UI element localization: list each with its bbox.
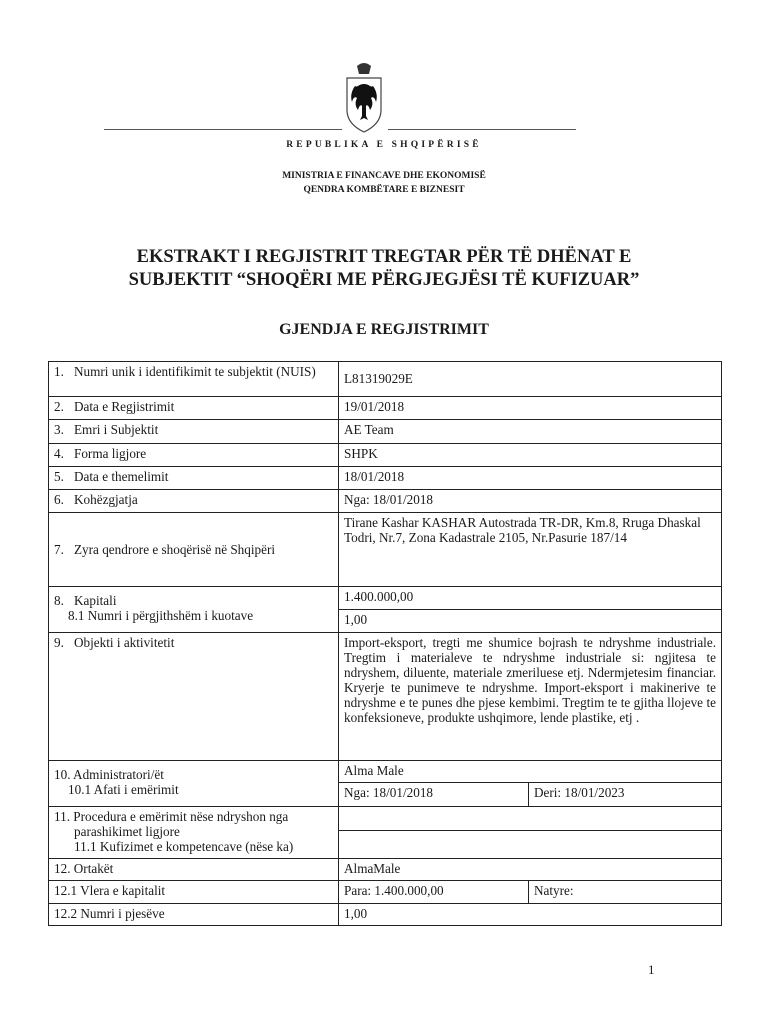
table-row [49,904,722,926]
competence-limits-label: 11.1 Kufizimet e kompetencave (nëse ka) [74,839,294,854]
row-label: 12. Ortakët [49,859,339,881]
appointment-term-label: 10.1 Afati i emërimit [68,782,179,797]
table-row [49,420,722,444]
page-number: 1 [648,962,655,977]
registration-table [48,361,722,926]
headquarters-value: Tirane Kashar KASHAR Autostrada TR-DR, Km.8, Rruga Dhaskal Todri, Nr.7, Zona Kadastrale 2105, Nr.Pasurie 187/14 [339,513,722,587]
registration-date-value: 19/01/2018 [339,397,722,420]
table-row [49,881,722,904]
row-label: 1. Numri unik i identifikimit te subjektit (NUIS) [49,362,339,397]
legal-form-value: SHPK [339,444,722,467]
partners-value: AlmaMale [339,859,722,881]
row-label: 7. Zyra qendrore e shoqërisë në Shqipëri [49,513,339,587]
row-label: 2. Data e Regjistrimit [49,397,339,420]
table-row [49,807,722,831]
table-row [49,513,722,587]
ministry-heading [0,169,768,197]
activity-value: Import-eksport, tregti me shumice bojrash te ndryshme industriale. Tregtim i materialeve te ndryshme industriale si: ngjitesa te ndryshem, diluente, materiale zmeriluese etj. Ndermjetesim financiar. Kryerje te punimeve te ndryshme. Import-eksport i makinerive te ndryshme e te punes dhe pjese kembimi. Tregtim te te gjitha llojeve te konfeksioneve, produkte ushqimore, lende plastike, etj . [339,633,722,761]
founding-date-value: 18/01/2018 [339,467,722,490]
share-count-label: 8.1 Numri i përgjithshëm i kuotave [68,608,254,623]
row-label: 10. Administratori/ët 10.1 Afati i emërimit [49,761,339,807]
row-label: 6. Kohëzgjatja [49,490,339,513]
table-row [49,467,722,490]
republic-heading: REPUBLIKA E SHQIPËRISË [286,140,482,150]
shares-count-label: 12.2 Numri i pjesëve [49,904,339,926]
header-rule-left [104,129,342,130]
nuis-value: L81319029E [339,362,722,397]
row-label: 4. Forma ligjore [49,444,339,467]
table-row [49,587,722,610]
row-label: 3. Emri i Subjektit [49,420,339,444]
competence-limits-value [339,831,722,859]
business-center-name: QENDRA KOMBËTARE E BIZNESIT [303,185,465,195]
header-rule-right [388,129,576,130]
shares-count-value: 1,00 [339,904,722,926]
capital-value-label: 12.1 Vlera e kapitalit [49,881,339,904]
row-label: 8. Kapitali 8.1 Numri i përgjithshëm i kuotave [49,587,339,633]
row-label: 5. Data e themelimit [49,467,339,490]
document-title-line-2: SUBJEKTIT “SHOQËRI ME PËRGJEGJËSI TË KUFIZUAR” [128,270,640,290]
subject-name-value: AE Team [339,420,722,444]
term-to-value: Deri: 18/01/2023 [529,783,722,807]
table-row [49,490,722,513]
ministry-name: MINISTRIA E FINANCAVE DHE EKONOMISË [282,171,486,181]
appointment-procedure-value [339,807,722,831]
partner-capital-value: Para: 1.400.000,00 [339,881,529,904]
share-count-value: 1,00 [339,610,722,633]
albanian-coat-of-arms-emblem [343,58,385,134]
table-row [49,859,722,881]
table-row [49,761,722,783]
row-label: 9. Objekti i aktivitetit [49,633,339,761]
table-row [49,633,722,761]
registration-status-heading: GJENDJA E REGJISTRIMIT [279,321,489,338]
capital-nature-value: Natyre: [529,881,722,904]
document-title-line-1: EKSTRAKT I REGJISTRIT TREGTAR PËR TË DHËNAT E [136,247,632,267]
table-row [49,362,722,397]
table-row [49,444,722,467]
administrator-value: Alma Male [339,761,722,783]
capital-value: 1.400.000,00 [339,587,722,610]
term-from-value: Nga: 18/01/2018 [339,783,529,807]
document-title [0,246,768,292]
duration-value: Nga: 18/01/2018 [339,490,722,513]
table-row [49,397,722,420]
row-label: 11. Procedura e emërimit nëse ndryshon nga parashikimet ligjore 11.1 Kufizimet e kompetencave (nëse ka) [49,807,339,859]
